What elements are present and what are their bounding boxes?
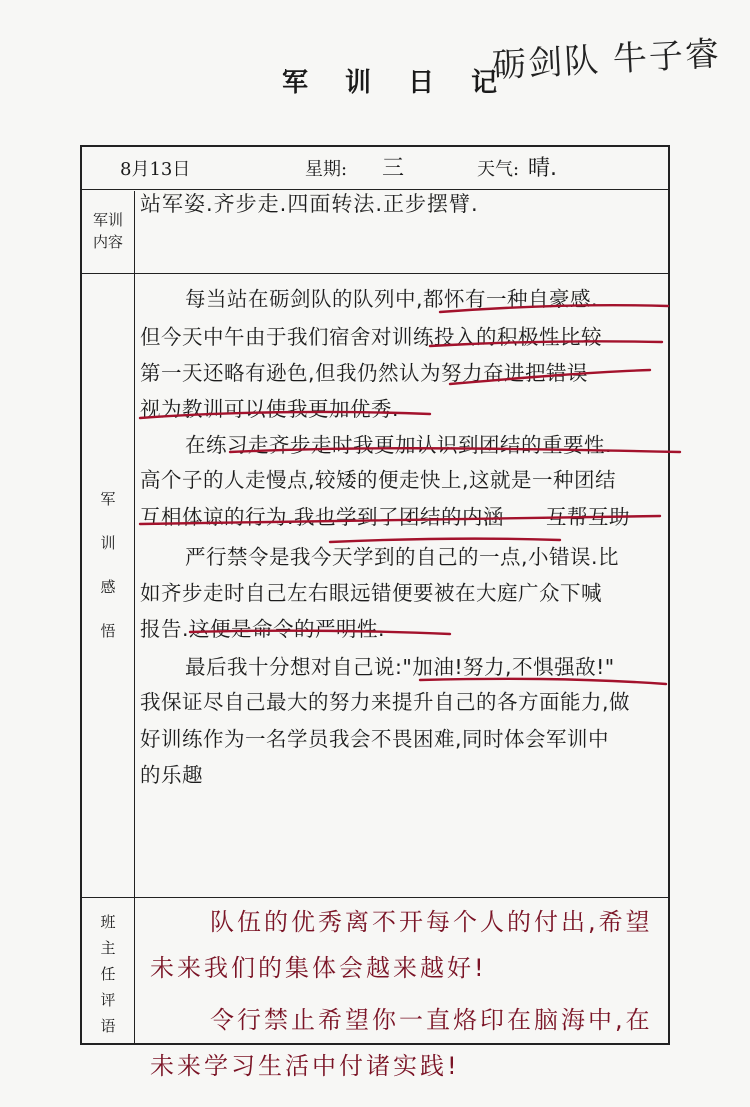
column-divider [134,191,135,1043]
teacher-comment-line: 未来学习生活中付诸实践! [150,1052,460,1080]
teacher-comment-line: 令行禁止希望你一直烙印在脑海中,在 [210,1006,653,1034]
reflection-line: 的乐趣 [140,763,203,787]
comment-section-label: 班 主 任 评 语 [100,913,116,1035]
reflection-line: 高个子的人走慢点,较矮的便走快上,这就是一种团结 [140,468,617,492]
reflection-line: 报告.这便是命令的严明性. [140,617,386,641]
content-section-label: 军训 内容 [92,211,123,251]
reflection-line: 视为教训可以使我更加优秀. [140,397,400,421]
reflection-line: 严行禁令是我今天学到的自己的一点,小错误.比 [185,545,620,569]
weekday-label: 星期: [305,159,348,180]
weather-value: 晴. [528,156,557,181]
row-divider [82,273,668,274]
handwritten-signature: 砺剑队 牛子睿 [491,34,722,86]
row-divider [82,897,668,898]
training-content-text: 站军姿.齐步走.四面转法.正步摆臂. [140,192,479,216]
weather-label: 天气: [477,159,520,180]
reflection-line: 好训练作为一名学员我会不畏困难,同时体会军训中 [140,727,610,751]
weekday-value: 三 [382,156,405,181]
page-title: 军 训 日 记 [282,68,512,98]
reflection-line: 如齐步走时自己左右眼远错便要被在大庭广众下喊 [140,581,602,605]
teacher-comment-line: 队伍的优秀离不开每个人的付出,希望 [210,908,653,936]
reflection-line: 我保证尽自己最大的努力来提升自己的各方面能力,做 [140,690,631,714]
reflection-section-label: 军 训 感 悟 [100,490,116,640]
reflection-line: 第一天还略有逊色,但我仍然认为努力奋进把错误 [140,361,589,385]
reflection-line: 每当站在砺剑队的队列中,都怀有一种自豪感. [185,287,599,311]
reflection-line: 最后我十分想对自己说:"加油!努力,不惧强敌!" [185,655,615,679]
reflection-line: 互相体谅的行为.我也学到了团结的内涵——互帮互助 [140,505,631,529]
reflection-line: 在练习走齐步走时我更加认识到团结的重要性. [185,433,613,457]
teacher-comment-line: 未来我们的集体会越来越好! [150,954,487,982]
date-field: 8月13日 [120,159,191,180]
reflection-line: 但今天中午由于我们宿舍对训练投入的积极性比较 [140,325,602,349]
